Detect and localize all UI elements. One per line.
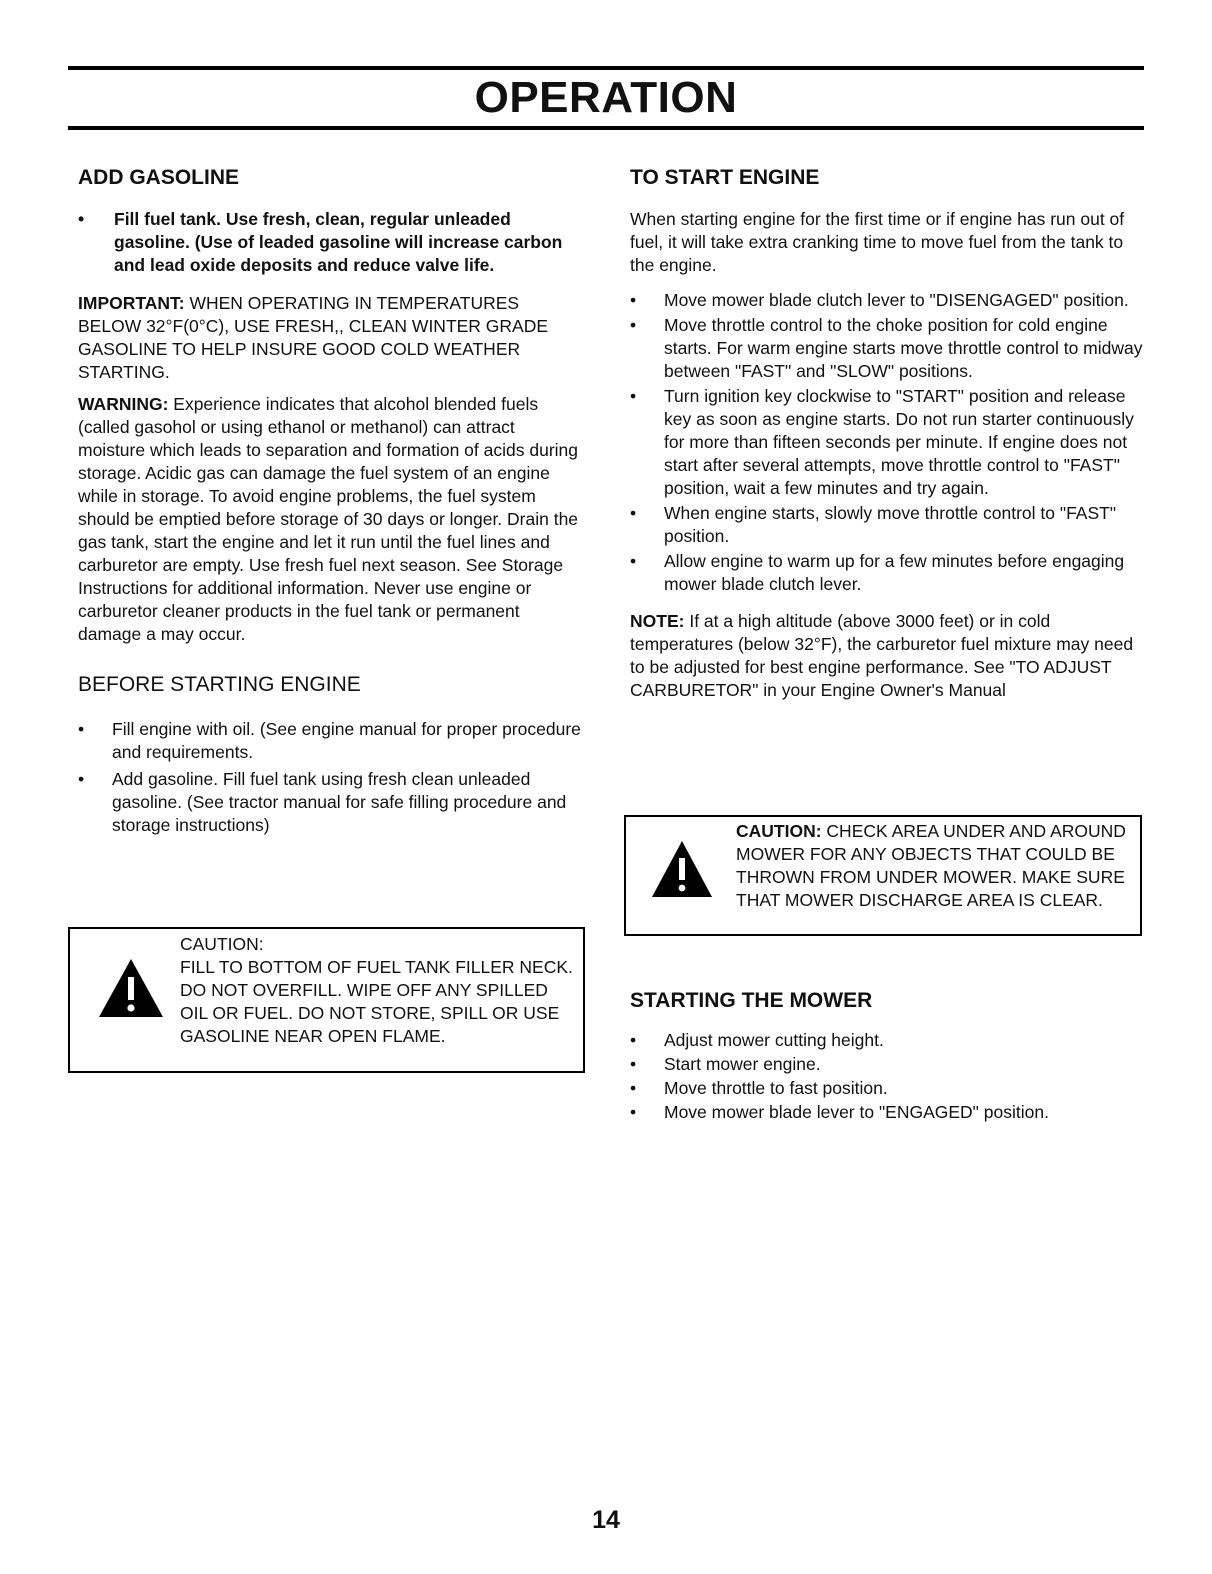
list-item: • Move throttle control to the choke position for cold engine starts. For warm engine starts move throttle control to midway between "FAST" and "SLOW" positions. — [630, 315, 1143, 381]
warning-triangle-icon — [97, 957, 165, 1019]
fuel-caution-box — [68, 927, 585, 1073]
to-start-list — [630, 289, 1144, 596]
list-item: • Fill engine with oil. (See engine manual for proper procedure and requirements. — [78, 719, 581, 762]
add-gasoline-list — [78, 208, 584, 277]
page-title: OPERATION — [474, 73, 738, 122]
caution-text: FILL TO BOTTOM OF FUEL TANK FILLER NECK. DO NOT OVERFILL. WIPE OFF ANY SPILLED OIL OR FUEL. DO NOT STORE, SPILL OR USE GASOLINE NEAR OPEN FLAME. — [180, 957, 573, 1046]
list-item: • When engine starts, slowly move throttle control to "FAST" position. — [630, 503, 1117, 546]
starting-mower-section — [630, 987, 1144, 1124]
starting-mower-list — [630, 1029, 1144, 1124]
add-gasoline-heading: ADD GASOLINE — [78, 166, 240, 189]
before-starting-heading: BEFORE STARTING ENGINE — [78, 673, 361, 696]
caution-label: CAUTION: — [180, 934, 264, 954]
caution-label: CAUTION: — [736, 821, 822, 841]
bottom-rule — [68, 126, 1144, 130]
mower-caution-box — [624, 815, 1142, 936]
list-item: • Move throttle to fast position. — [630, 1078, 888, 1098]
right-column — [630, 164, 1144, 702]
warning-triangle-icon — [650, 839, 714, 899]
starting-mower-heading: STARTING THE MOWER — [630, 989, 873, 1012]
before-starting-list — [78, 718, 584, 837]
note-paragraph: NOTE: If at a high altitude (above 3000 feet) or in cold temperatures (below 32°F), the carburetor fuel mixture may need to be adjusted for best engine performance. See "TO ADJUST CARBURETOR" in your Engine Owner's Manual — [630, 611, 1134, 700]
caution-text: CHECK AREA UNDER AND AROUND MOWER FOR ANY OBJECTS THAT COULD BE THROWN FROM UNDER MOWER. MAKE SURE THAT MOWER DISCHARGE AREA IS CLEAR. — [736, 821, 1126, 910]
list-item: • Move mower blade lever to "ENGAGED" position. — [630, 1102, 1049, 1122]
to-start-intro: When starting engine for the first time or if engine has run out of fuel, it will take extra cranking time to move fuel from the tank to the engine. — [630, 209, 1125, 275]
list-item: • Start mower engine. — [630, 1054, 821, 1074]
list-item: • Turn ignition key clockwise to "START" position and release key as soon as engine starts. Do not run starter continuously for more than fifteen seconds per minute. If engine does not start after several attempts, move throttle control to "FAST" position, wait a few minutes and try again. — [630, 386, 1134, 498]
left-column — [78, 164, 584, 837]
list-item: • Fill fuel tank. Use fresh, clean, regular unleaded gasoline. (Use of leaded gasoline will increase carbon and lead oxide deposits and reduce valve life. — [78, 209, 563, 275]
list-item: • Allow engine to warm up for a few minutes before engaging mower blade clutch lever. — [630, 551, 1125, 594]
to-start-heading: TO START ENGINE — [630, 166, 820, 189]
warning-paragraph: WARNING: Experience indicates that alcohol blended fuels (called gasohol or using ethanol or methanol) can attract moisture which leads to separation and formation of acids during storage. Acidic gas can damage the fuel system of an engine while in storage. To avoid engine problems, the fuel system should be emptied before storage of 30 days or longer. Drain the gas tank, start the engine and let it run until the fuel lines and carburetor are empty. Use fresh fuel next season. See Storage Instructions for additional information. Never use engine or carburetor cleaner products in the fuel tank or permanent damage a may occur. — [78, 394, 579, 644]
list-item: • Add gasoline. Fill fuel tank using fresh clean unleaded gasoline. (See tractor manual for safe filling procedure and storage instructions) — [78, 769, 567, 835]
list-item: • Move mower blade clutch lever to "DISENGAGED" position. — [630, 290, 1129, 310]
important-paragraph: IMPORTANT: WHEN OPERATING IN TEMPERATURES BELOW 32°F(0°C), USE FRESH,, CLEAN WINTER GRADE GASOLINE TO HELP INSURE GOOD COLD WEATHER STARTING. — [78, 293, 549, 382]
page-number: 14 — [592, 1506, 620, 1534]
list-item: • Adjust mower cutting height. — [630, 1030, 884, 1050]
